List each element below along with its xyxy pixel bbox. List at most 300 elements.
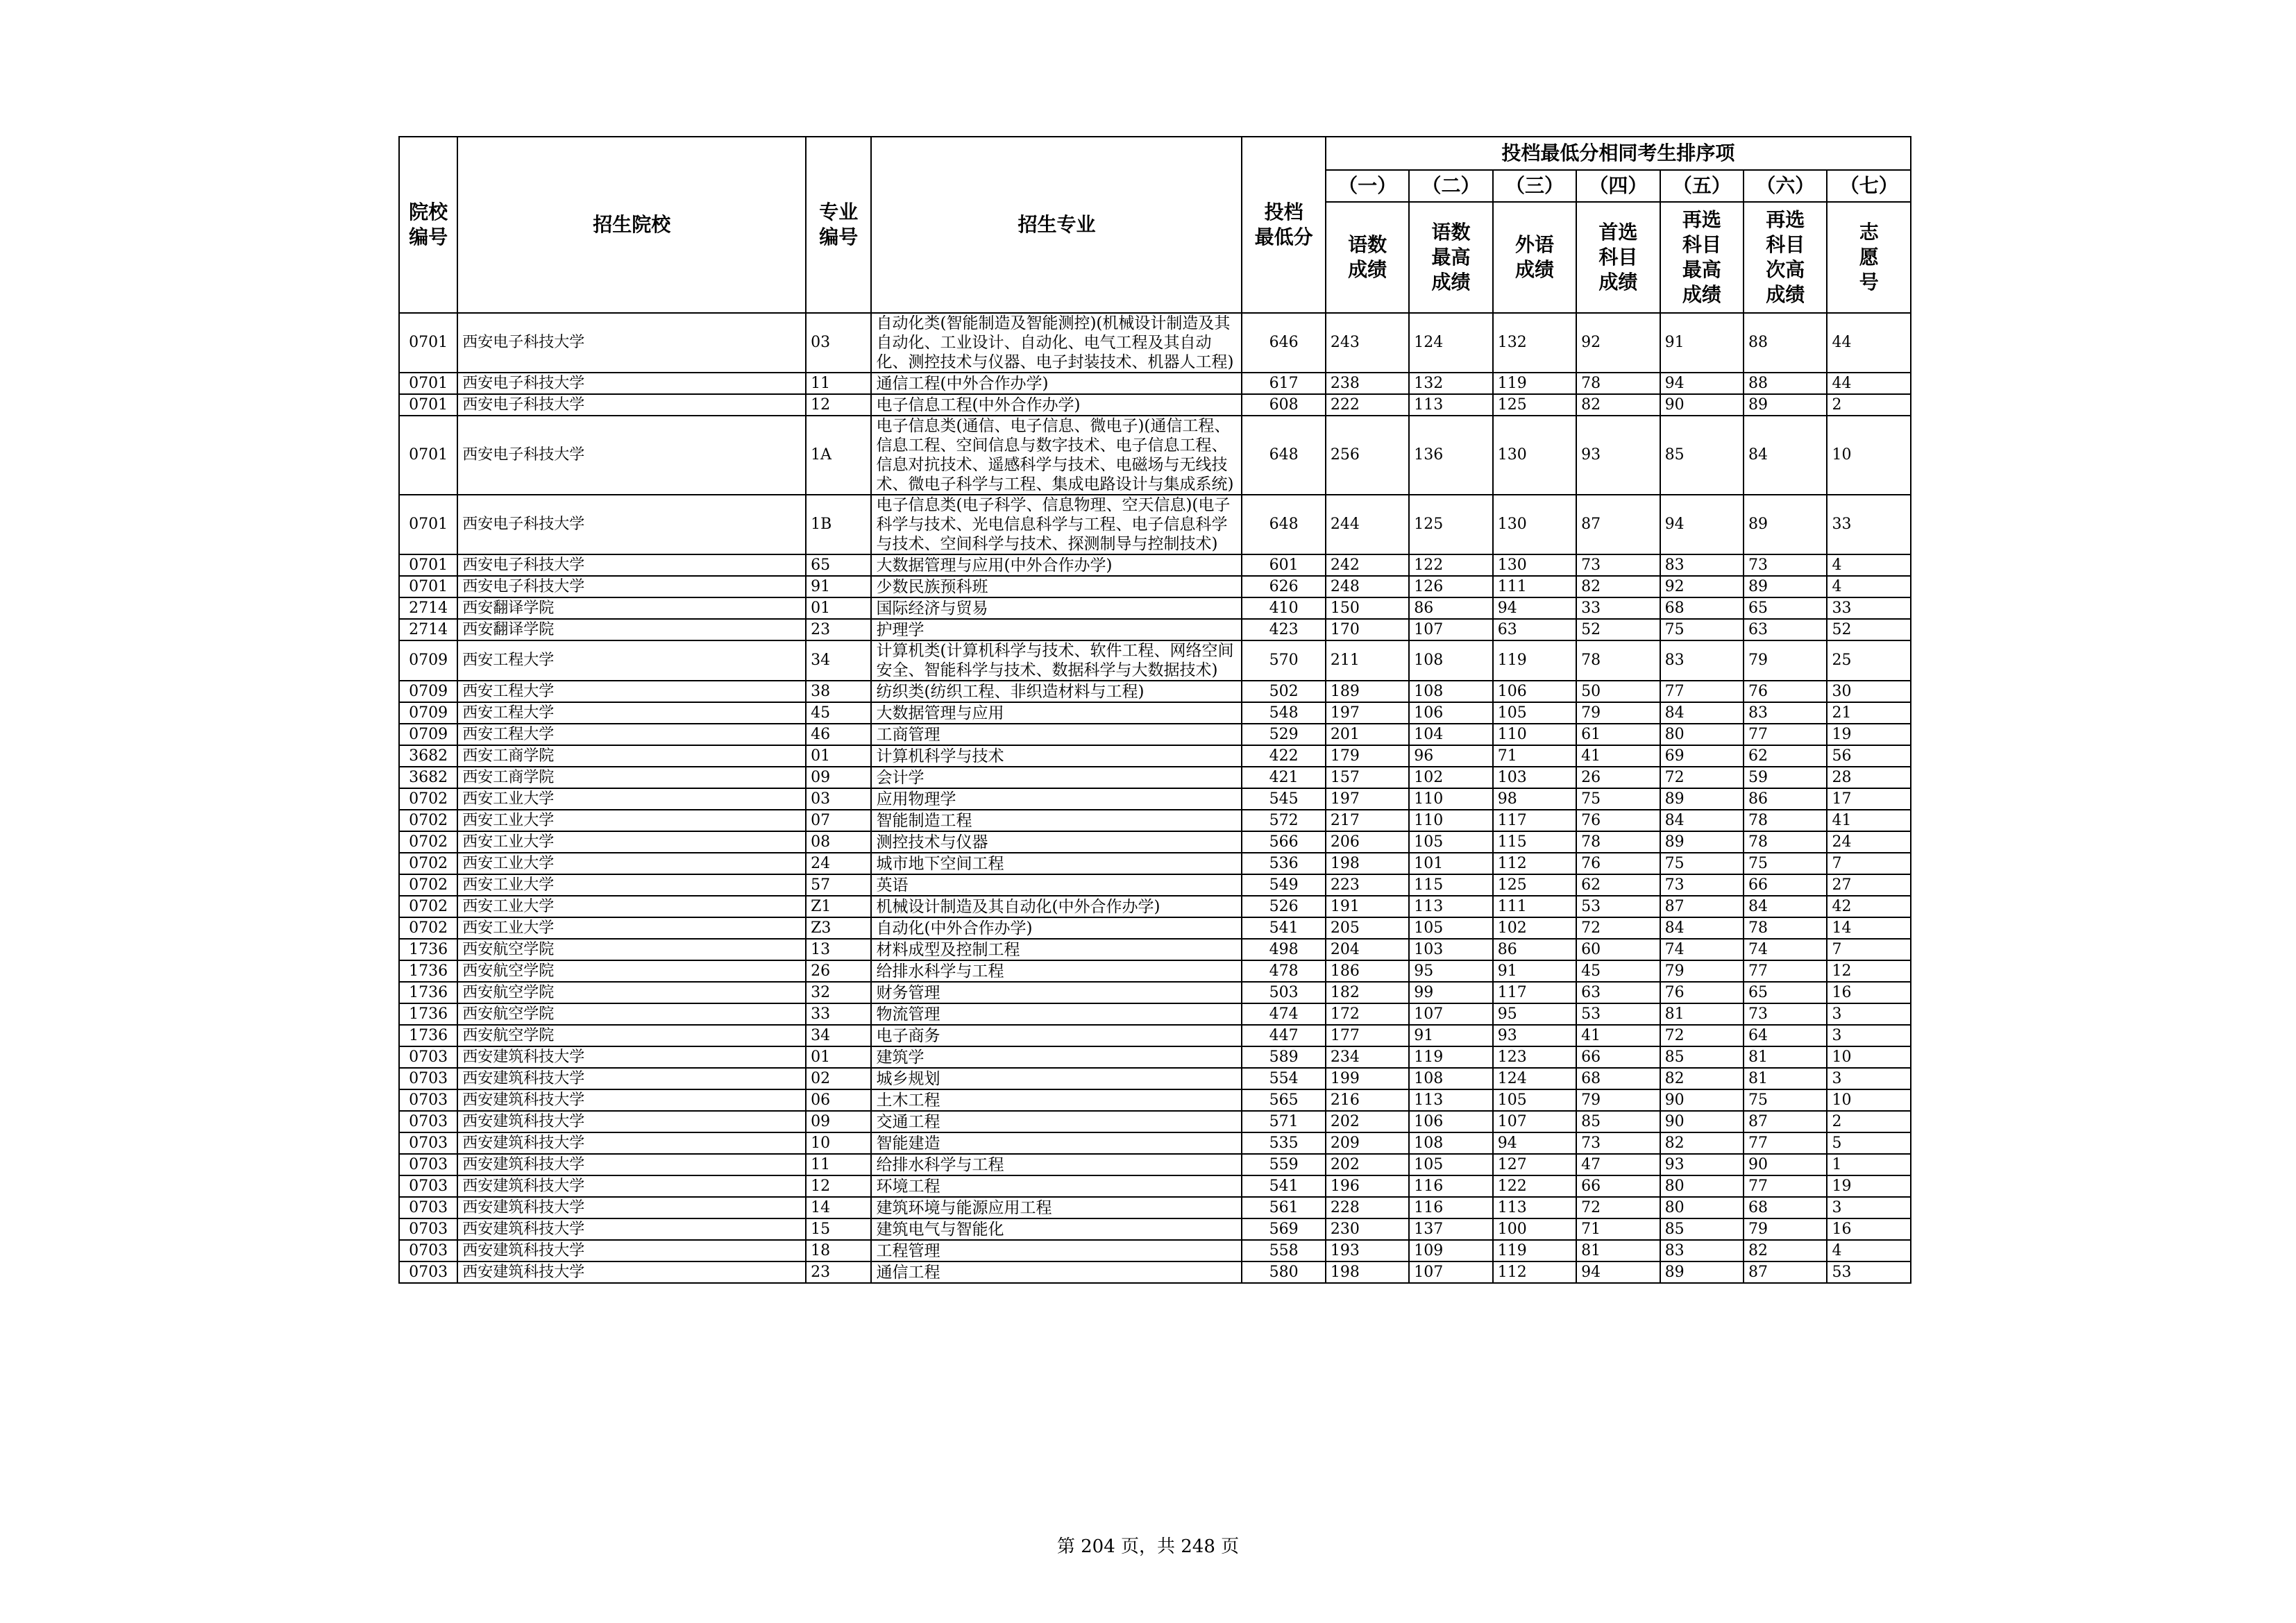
school-name-cell: 西安工业大学 <box>457 874 806 896</box>
elective-max-score-cell: 85 <box>1660 1046 1744 1068</box>
school-name-cell: 西安电子科技大学 <box>457 313 806 373</box>
major-name-cell: 给排水科学与工程 <box>871 960 1242 982</box>
first-subject-score-cell: 50 <box>1576 681 1660 702</box>
school-code-cell: 0702 <box>399 874 457 896</box>
first-subject-score-cell: 76 <box>1576 853 1660 874</box>
elective-max-score-cell: 76 <box>1660 982 1744 1003</box>
min-score-cell: 503 <box>1242 982 1325 1003</box>
major-name-cell: 材料成型及控制工程 <box>871 939 1242 960</box>
table-row <box>399 1046 1911 1068</box>
min-score-cell: 423 <box>1242 619 1325 640</box>
table-row <box>399 373 1911 394</box>
foreign-language-score-cell: 124 <box>1493 1068 1576 1089</box>
elective-second-score-cell: 75 <box>1744 853 1827 874</box>
chinese-math-score-cell: 244 <box>1326 495 1409 554</box>
table-row <box>399 416 1911 495</box>
elective-max-score-cell: 90 <box>1660 394 1744 416</box>
min-score-cell: 569 <box>1242 1218 1325 1240</box>
major-code-cell: 34 <box>806 640 871 681</box>
school-code-cell: 0702 <box>399 853 457 874</box>
chinese-math-score-cell: 197 <box>1326 788 1409 810</box>
col-min-score-header: 投档 最低分 <box>1242 137 1325 313</box>
school-name-cell: 西安工程大学 <box>457 681 806 702</box>
major-name-cell: 电子信息类(通信、电子信息、微电子)(通信工程、信息工程、空间信息与数字技术、电子信息工程、信息对抗技术、遥感科学与技术、电磁场与无线技术、微电子科学与工程、集成电路设计与集成系统) <box>871 416 1242 495</box>
table-row <box>399 1068 1911 1089</box>
first-subject-score-cell: 53 <box>1576 896 1660 917</box>
school-code-cell: 0703 <box>399 1175 457 1197</box>
chinese-math-max-cell: 110 <box>1409 788 1492 810</box>
first-subject-score-cell: 41 <box>1576 745 1660 767</box>
school-name-cell: 西安建筑科技大学 <box>457 1132 806 1154</box>
elective-max-score-cell: 83 <box>1660 554 1744 576</box>
first-subject-score-cell: 41 <box>1576 1025 1660 1046</box>
chinese-math-max-cell: 115 <box>1409 874 1492 896</box>
chinese-math-score-cell: 179 <box>1326 745 1409 767</box>
elective-second-score-cell: 89 <box>1744 576 1827 597</box>
school-code-cell: 0703 <box>399 1046 457 1068</box>
major-code-cell: Z1 <box>806 896 871 917</box>
chinese-math-max-cell: 105 <box>1409 917 1492 939</box>
first-subject-score-cell: 33 <box>1576 597 1660 619</box>
major-code-cell: 26 <box>806 960 871 982</box>
major-code-cell: 38 <box>806 681 871 702</box>
major-code-cell: 10 <box>806 1132 871 1154</box>
chinese-math-score-cell: 234 <box>1326 1046 1409 1068</box>
elective-second-score-cell: 66 <box>1744 874 1827 896</box>
major-name-cell: 土木工程 <box>871 1089 1242 1111</box>
table-row <box>399 982 1911 1003</box>
school-code-cell: 0709 <box>399 724 457 745</box>
major-code-cell: 02 <box>806 1068 871 1089</box>
min-score-cell: 648 <box>1242 495 1325 554</box>
school-code-cell: 3682 <box>399 767 457 788</box>
min-score-cell: 548 <box>1242 702 1325 724</box>
tie-break-number: （三） <box>1493 170 1576 202</box>
elective-second-score-cell: 81 <box>1744 1068 1827 1089</box>
foreign-language-score-cell: 93 <box>1493 1025 1576 1046</box>
table-row <box>399 597 1911 619</box>
first-subject-score-cell: 72 <box>1576 917 1660 939</box>
school-code-cell: 0709 <box>399 681 457 702</box>
elective-second-score-cell: 78 <box>1744 917 1827 939</box>
chinese-math-score-cell: 150 <box>1326 597 1409 619</box>
foreign-language-score-cell: 95 <box>1493 1003 1576 1025</box>
min-score-cell: 558 <box>1242 1240 1325 1261</box>
major-code-cell: 06 <box>806 1089 871 1111</box>
min-score-cell: 410 <box>1242 597 1325 619</box>
elective-max-score-cell: 82 <box>1660 1068 1744 1089</box>
min-score-cell: 565 <box>1242 1089 1325 1111</box>
major-name-cell: 大数据管理与应用 <box>871 702 1242 724</box>
major-code-cell: 12 <box>806 1175 871 1197</box>
tie-break-name: 外语 成绩 <box>1493 202 1576 313</box>
preference-number-cell: 44 <box>1827 373 1911 394</box>
chinese-math-max-cell: 104 <box>1409 724 1492 745</box>
table-row <box>399 788 1911 810</box>
elective-max-score-cell: 84 <box>1660 810 1744 831</box>
elective-second-score-cell: 59 <box>1744 767 1827 788</box>
first-subject-score-cell: 79 <box>1576 702 1660 724</box>
preference-number-cell: 17 <box>1827 788 1911 810</box>
preference-number-cell: 19 <box>1827 724 1911 745</box>
major-name-cell: 应用物理学 <box>871 788 1242 810</box>
preference-number-cell: 42 <box>1827 896 1911 917</box>
school-code-cell: 0701 <box>399 313 457 373</box>
foreign-language-score-cell: 105 <box>1493 1089 1576 1111</box>
min-score-cell: 554 <box>1242 1068 1325 1089</box>
first-subject-score-cell: 93 <box>1576 416 1660 495</box>
chinese-math-max-cell: 113 <box>1409 1089 1492 1111</box>
first-subject-score-cell: 47 <box>1576 1154 1660 1175</box>
major-name-cell: 测控技术与仪器 <box>871 831 1242 853</box>
first-subject-score-cell: 72 <box>1576 1197 1660 1218</box>
foreign-language-score-cell: 98 <box>1493 788 1576 810</box>
school-code-cell: 1736 <box>399 939 457 960</box>
major-code-cell: 1A <box>806 416 871 495</box>
elective-second-score-cell: 63 <box>1744 619 1827 640</box>
major-code-cell: 03 <box>806 313 871 373</box>
min-score-cell: 572 <box>1242 810 1325 831</box>
elective-max-score-cell: 69 <box>1660 745 1744 767</box>
chinese-math-max-cell: 110 <box>1409 810 1492 831</box>
major-code-cell: 65 <box>806 554 871 576</box>
school-code-cell: 0702 <box>399 788 457 810</box>
table-body <box>399 313 1911 1283</box>
elective-second-score-cell: 88 <box>1744 373 1827 394</box>
elective-second-score-cell: 83 <box>1744 702 1827 724</box>
foreign-language-score-cell: 123 <box>1493 1046 1576 1068</box>
tie-break-name: 再选 科目 最高 成绩 <box>1660 202 1744 313</box>
chinese-math-score-cell: 186 <box>1326 960 1409 982</box>
elective-max-score-cell: 84 <box>1660 917 1744 939</box>
first-subject-score-cell: 78 <box>1576 640 1660 681</box>
school-code-cell: 0701 <box>399 495 457 554</box>
foreign-language-score-cell: 132 <box>1493 313 1576 373</box>
preference-number-cell: 4 <box>1827 1240 1911 1261</box>
major-name-cell: 给排水科学与工程 <box>871 1154 1242 1175</box>
chinese-math-max-cell: 106 <box>1409 1111 1492 1132</box>
elective-max-score-cell: 85 <box>1660 416 1744 495</box>
table-row <box>399 576 1911 597</box>
elective-max-score-cell: 75 <box>1660 853 1744 874</box>
min-score-cell: 617 <box>1242 373 1325 394</box>
elective-max-score-cell: 80 <box>1660 1175 1744 1197</box>
chinese-math-score-cell: 223 <box>1326 874 1409 896</box>
min-score-cell: 474 <box>1242 1003 1325 1025</box>
elective-second-score-cell: 65 <box>1744 982 1827 1003</box>
school-code-cell: 0702 <box>399 831 457 853</box>
first-subject-score-cell: 71 <box>1576 1218 1660 1240</box>
chinese-math-score-cell: 170 <box>1326 619 1409 640</box>
elective-second-score-cell: 79 <box>1744 1218 1827 1240</box>
major-code-cell: 01 <box>806 1046 871 1068</box>
chinese-math-max-cell: 126 <box>1409 576 1492 597</box>
table-row <box>399 1025 1911 1046</box>
major-code-cell: 91 <box>806 576 871 597</box>
first-subject-score-cell: 81 <box>1576 1240 1660 1261</box>
first-subject-score-cell: 94 <box>1576 1261 1660 1283</box>
chinese-math-score-cell: 198 <box>1326 853 1409 874</box>
major-name-cell: 通信工程(中外合作办学) <box>871 373 1242 394</box>
table-row <box>399 724 1911 745</box>
tie-break-name: 首选 科目 成绩 <box>1576 202 1660 313</box>
elective-second-score-cell: 77 <box>1744 1175 1827 1197</box>
school-name-cell: 西安电子科技大学 <box>457 373 806 394</box>
elective-second-score-cell: 62 <box>1744 745 1827 767</box>
preference-number-cell: 52 <box>1827 619 1911 640</box>
chinese-math-max-cell: 102 <box>1409 767 1492 788</box>
chinese-math-max-cell: 105 <box>1409 831 1492 853</box>
school-name-cell: 西安工业大学 <box>457 788 806 810</box>
elective-second-score-cell: 87 <box>1744 1111 1827 1132</box>
school-code-cell: 0701 <box>399 416 457 495</box>
chinese-math-max-cell: 106 <box>1409 702 1492 724</box>
table-row <box>399 702 1911 724</box>
school-code-cell: 1736 <box>399 1025 457 1046</box>
preference-number-cell: 44 <box>1827 313 1911 373</box>
foreign-language-score-cell: 91 <box>1493 960 1576 982</box>
tie-break-number: （四） <box>1576 170 1660 202</box>
school-name-cell: 西安建筑科技大学 <box>457 1197 806 1218</box>
col-school-header: 招生院校 <box>457 137 806 313</box>
preference-number-cell: 2 <box>1827 394 1911 416</box>
major-name-cell: 物流管理 <box>871 1003 1242 1025</box>
major-code-cell: 1B <box>806 495 871 554</box>
preference-number-cell: 3 <box>1827 1003 1911 1025</box>
major-code-cell: 03 <box>806 788 871 810</box>
elective-max-score-cell: 94 <box>1660 495 1744 554</box>
chinese-math-max-cell: 99 <box>1409 982 1492 1003</box>
major-name-cell: 计算机类(计算机科学与技术、软件工程、网络空间安全、智能科学与技术、数据科学与大数据技术) <box>871 640 1242 681</box>
first-subject-score-cell: 78 <box>1576 831 1660 853</box>
first-subject-score-cell: 53 <box>1576 1003 1660 1025</box>
chinese-math-max-cell: 125 <box>1409 495 1492 554</box>
foreign-language-score-cell: 130 <box>1493 495 1576 554</box>
foreign-language-score-cell: 119 <box>1493 640 1576 681</box>
table-row <box>399 767 1911 788</box>
school-name-cell: 西安航空学院 <box>457 982 806 1003</box>
major-code-cell: 11 <box>806 1154 871 1175</box>
elective-second-score-cell: 77 <box>1744 960 1827 982</box>
foreign-language-score-cell: 117 <box>1493 810 1576 831</box>
first-subject-score-cell: 68 <box>1576 1068 1660 1089</box>
major-name-cell: 自动化(中外合作办学) <box>871 917 1242 939</box>
tie-break-number: （六） <box>1744 170 1827 202</box>
foreign-language-score-cell: 119 <box>1493 373 1576 394</box>
major-name-cell: 英语 <box>871 874 1242 896</box>
elective-max-score-cell: 73 <box>1660 874 1744 896</box>
major-code-cell: 09 <box>806 1111 871 1132</box>
school-code-cell: 0703 <box>399 1197 457 1218</box>
foreign-language-score-cell: 112 <box>1493 853 1576 874</box>
preference-number-cell: 3 <box>1827 1197 1911 1218</box>
major-code-cell: 13 <box>806 939 871 960</box>
major-code-cell: 34 <box>806 1025 871 1046</box>
foreign-language-score-cell: 63 <box>1493 619 1576 640</box>
major-name-cell: 建筑学 <box>871 1046 1242 1068</box>
foreign-language-score-cell: 111 <box>1493 576 1576 597</box>
school-name-cell: 西安电子科技大学 <box>457 495 806 554</box>
first-subject-score-cell: 26 <box>1576 767 1660 788</box>
chinese-math-score-cell: 202 <box>1326 1154 1409 1175</box>
elective-max-score-cell: 80 <box>1660 724 1744 745</box>
min-score-cell: 570 <box>1242 640 1325 681</box>
table-row <box>399 1132 1911 1154</box>
table-header <box>399 137 1911 313</box>
school-name-cell: 西安工业大学 <box>457 917 806 939</box>
chinese-math-score-cell: 182 <box>1326 982 1409 1003</box>
preference-number-cell: 24 <box>1827 831 1911 853</box>
table-row <box>399 681 1911 702</box>
chinese-math-score-cell: 242 <box>1326 554 1409 576</box>
elective-max-score-cell: 89 <box>1660 831 1744 853</box>
elective-second-score-cell: 65 <box>1744 597 1827 619</box>
elective-max-score-cell: 80 <box>1660 1197 1744 1218</box>
chinese-math-max-cell: 113 <box>1409 896 1492 917</box>
elective-second-score-cell: 90 <box>1744 1154 1827 1175</box>
chinese-math-score-cell: 230 <box>1326 1218 1409 1240</box>
elective-second-score-cell: 64 <box>1744 1025 1827 1046</box>
foreign-language-score-cell: 130 <box>1493 554 1576 576</box>
foreign-language-score-cell: 111 <box>1493 896 1576 917</box>
school-name-cell: 西安建筑科技大学 <box>457 1046 806 1068</box>
preference-number-cell: 12 <box>1827 960 1911 982</box>
major-name-cell: 通信工程 <box>871 1261 1242 1283</box>
tie-break-number: （一） <box>1326 170 1409 202</box>
school-name-cell: 西安翻译学院 <box>457 619 806 640</box>
preference-number-cell: 4 <box>1827 554 1911 576</box>
school-name-cell: 西安航空学院 <box>457 1025 806 1046</box>
table-row <box>399 960 1911 982</box>
major-name-cell: 工程管理 <box>871 1240 1242 1261</box>
table-row <box>399 394 1911 416</box>
chinese-math-max-cell: 113 <box>1409 394 1492 416</box>
major-code-cell: 01 <box>806 745 871 767</box>
major-code-cell: 45 <box>806 702 871 724</box>
chinese-math-max-cell: 107 <box>1409 1003 1492 1025</box>
school-name-cell: 西安电子科技大学 <box>457 416 806 495</box>
first-subject-score-cell: 82 <box>1576 394 1660 416</box>
major-code-cell: 07 <box>806 810 871 831</box>
major-code-cell: 15 <box>806 1218 871 1240</box>
table-row <box>399 939 1911 960</box>
foreign-language-score-cell: 125 <box>1493 394 1576 416</box>
admission-score-table <box>398 136 1911 1284</box>
major-code-cell: 08 <box>806 831 871 853</box>
table-row <box>399 896 1911 917</box>
elective-second-score-cell: 82 <box>1744 1240 1827 1261</box>
chinese-math-score-cell: 204 <box>1326 939 1409 960</box>
elective-max-score-cell: 75 <box>1660 619 1744 640</box>
elective-second-score-cell: 78 <box>1744 810 1827 831</box>
foreign-language-score-cell: 105 <box>1493 702 1576 724</box>
major-code-cell: 14 <box>806 1197 871 1218</box>
foreign-language-score-cell: 71 <box>1493 745 1576 767</box>
foreign-language-score-cell: 119 <box>1493 1240 1576 1261</box>
table-row <box>399 1261 1911 1283</box>
preference-number-cell: 7 <box>1827 853 1911 874</box>
school-name-cell: 西安翻译学院 <box>457 597 806 619</box>
major-code-cell: 01 <box>806 597 871 619</box>
chinese-math-max-cell: 91 <box>1409 1025 1492 1046</box>
elective-max-score-cell: 94 <box>1660 373 1744 394</box>
tie-break-name: 语数 成绩 <box>1326 202 1409 313</box>
table-row <box>399 1175 1911 1197</box>
school-name-cell: 西安工程大学 <box>457 702 806 724</box>
elective-max-score-cell: 72 <box>1660 767 1744 788</box>
school-code-cell: 0703 <box>399 1132 457 1154</box>
major-code-cell: 33 <box>806 1003 871 1025</box>
elective-second-score-cell: 74 <box>1744 939 1827 960</box>
chinese-math-score-cell: 189 <box>1326 681 1409 702</box>
school-code-cell: 0703 <box>399 1261 457 1283</box>
chinese-math-score-cell: 216 <box>1326 1089 1409 1111</box>
first-subject-score-cell: 52 <box>1576 619 1660 640</box>
elective-second-score-cell: 84 <box>1744 416 1827 495</box>
preference-number-cell: 56 <box>1827 745 1911 767</box>
major-code-cell: 18 <box>806 1240 871 1261</box>
preference-number-cell: 10 <box>1827 416 1911 495</box>
school-code-cell: 0703 <box>399 1154 457 1175</box>
school-code-cell: 0703 <box>399 1089 457 1111</box>
foreign-language-score-cell: 107 <box>1493 1111 1576 1132</box>
chinese-math-max-cell: 86 <box>1409 597 1492 619</box>
school-name-cell: 西安建筑科技大学 <box>457 1218 806 1240</box>
foreign-language-score-cell: 94 <box>1493 597 1576 619</box>
min-score-cell: 571 <box>1242 1111 1325 1132</box>
min-score-cell: 536 <box>1242 853 1325 874</box>
major-code-cell: 32 <box>806 982 871 1003</box>
table-row <box>399 1111 1911 1132</box>
major-code-cell: 46 <box>806 724 871 745</box>
school-code-cell: 0703 <box>399 1068 457 1089</box>
elective-max-score-cell: 92 <box>1660 576 1744 597</box>
elective-second-score-cell: 79 <box>1744 640 1827 681</box>
min-score-cell: 447 <box>1242 1025 1325 1046</box>
elective-second-score-cell: 89 <box>1744 495 1827 554</box>
school-name-cell: 西安建筑科技大学 <box>457 1154 806 1175</box>
foreign-language-score-cell: 103 <box>1493 767 1576 788</box>
elective-second-score-cell: 88 <box>1744 313 1827 373</box>
school-code-cell: 0702 <box>399 896 457 917</box>
school-name-cell: 西安航空学院 <box>457 1003 806 1025</box>
preference-number-cell: 2 <box>1827 1111 1911 1132</box>
school-code-cell: 0703 <box>399 1111 457 1132</box>
tie-break-name: 再选 科目 次高 成绩 <box>1744 202 1827 313</box>
preference-number-cell: 16 <box>1827 1218 1911 1240</box>
elective-second-score-cell: 86 <box>1744 788 1827 810</box>
school-code-cell: 0702 <box>399 810 457 831</box>
foreign-language-score-cell: 125 <box>1493 874 1576 896</box>
school-name-cell: 西安航空学院 <box>457 960 806 982</box>
major-name-cell: 财务管理 <box>871 982 1242 1003</box>
major-name-cell: 机械设计制造及其自动化(中外合作办学) <box>871 896 1242 917</box>
chinese-math-max-cell: 96 <box>1409 745 1492 767</box>
table-row <box>399 1240 1911 1261</box>
school-name-cell: 西安建筑科技大学 <box>457 1089 806 1111</box>
table-row <box>399 1154 1911 1175</box>
chinese-math-score-cell: 228 <box>1326 1197 1409 1218</box>
school-code-cell: 0701 <box>399 576 457 597</box>
preference-number-cell: 5 <box>1827 1132 1911 1154</box>
min-score-cell: 478 <box>1242 960 1325 982</box>
foreign-language-score-cell: 117 <box>1493 982 1576 1003</box>
major-name-cell: 城市地下空间工程 <box>871 853 1242 874</box>
school-code-cell: 1736 <box>399 1003 457 1025</box>
school-name-cell: 西安建筑科技大学 <box>457 1175 806 1197</box>
min-score-cell: 559 <box>1242 1154 1325 1175</box>
elective-second-score-cell: 73 <box>1744 1003 1827 1025</box>
